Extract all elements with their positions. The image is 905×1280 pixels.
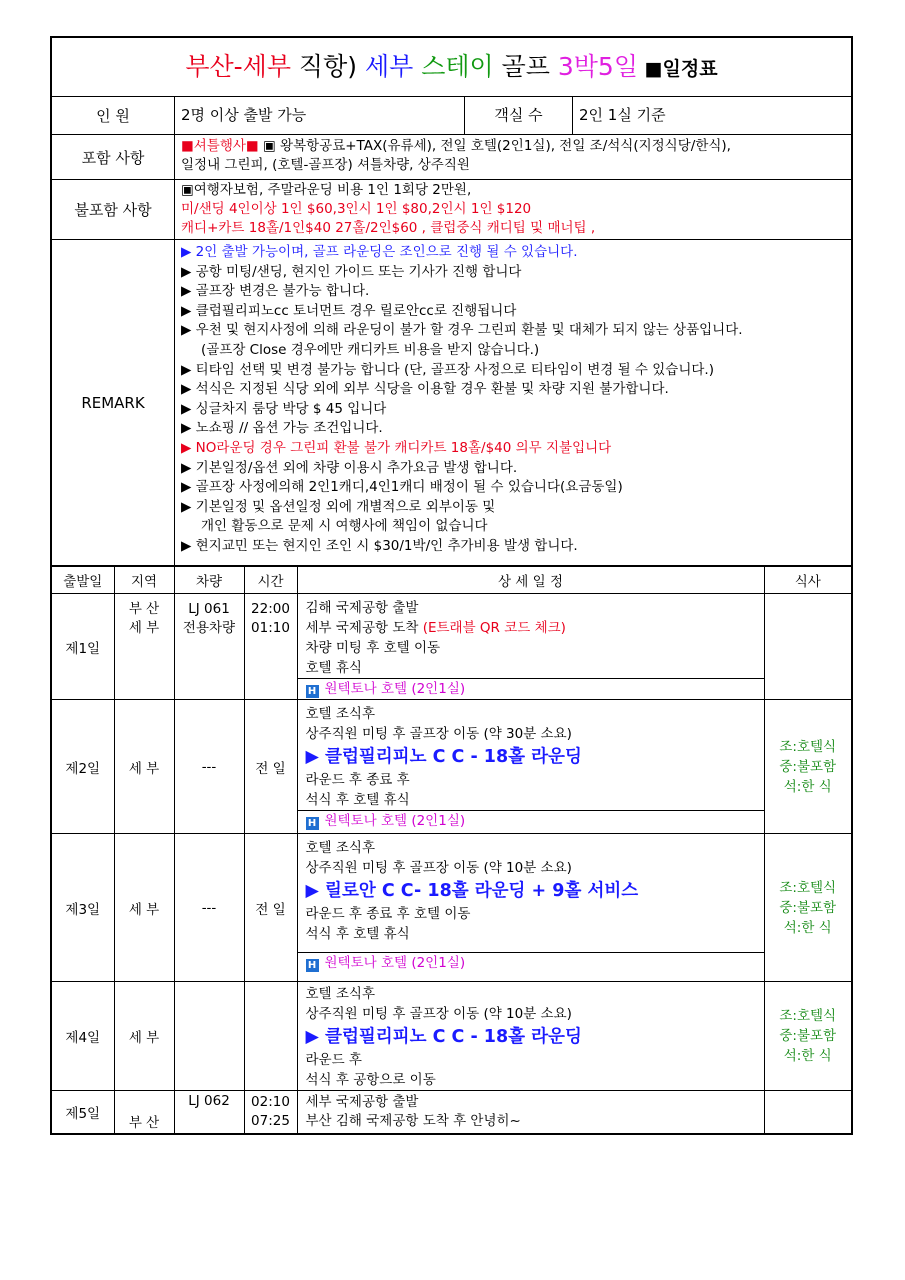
title-direct: 직항) — [290, 52, 365, 81]
remark-label: REMARK — [52, 240, 175, 565]
title-stay: 스테이 — [413, 52, 502, 81]
hotel-icon: H — [306, 685, 319, 698]
meal-lunch: 중:불포함 — [779, 1028, 837, 1044]
day-row-4 — [52, 982, 851, 1091]
day-label: 제3일 — [52, 834, 114, 982]
meal-lunch: 중:불포함 — [779, 758, 837, 775]
flight-number: LJ 061 — [188, 601, 230, 617]
persons-label: 인 원 — [52, 97, 175, 134]
remark-item: ▶ 석식은 지정된 식당 외에 외부 식당을 이용할 경우 환불 및 차량 지원 불가합니다. — [181, 381, 669, 398]
day-vehicle: --- — [174, 834, 244, 982]
detail-line: 호텔 휴식 — [305, 660, 362, 676]
persons-value: 2명 이상 출발 가능 — [175, 97, 465, 134]
hotel-name: 원텍토나 호텔 (2인1실) — [324, 681, 466, 697]
day-meal — [764, 982, 851, 1091]
detail-line: 라운드 후 종료 후 호텔 이동 — [305, 906, 471, 922]
detail-line: 라운드 후 종료 후 — [305, 772, 410, 788]
vehicle-type: 전용차량 — [182, 620, 236, 636]
remark-item: ▶ 현지교민 또는 현지인 조인 시 $30/1박/인 추가비용 발생 합니다. — [181, 537, 578, 554]
page-title — [52, 38, 851, 97]
day-time: 전 일 — [244, 700, 297, 834]
detail-line: 세부 국제공항 출발 — [305, 1093, 419, 1110]
day-meal — [764, 594, 851, 700]
day-vehicle: --- — [174, 700, 244, 834]
day-time — [244, 594, 297, 700]
included-row — [52, 135, 851, 180]
included-line1: ▣ 왕복항공료+TAX(유류세), 전일 호텔(2인1실), 전일 조/석식(지정식당/한식), — [258, 138, 731, 154]
hotel-line — [298, 952, 764, 973]
remark-row — [52, 240, 851, 566]
day-meal — [764, 1091, 851, 1133]
day-region: 세 부 — [114, 834, 174, 982]
region-destination: 세 부 — [128, 620, 160, 636]
arrival-text: 세부 국제공항 도착 — [305, 620, 423, 636]
excluded-row — [52, 180, 851, 240]
included-content — [175, 135, 851, 179]
meal-lunch: 중:불포함 — [779, 899, 837, 916]
excluded-content — [175, 180, 851, 239]
excluded-line3: 캐디+카트 18홀/1인$40 27홀/2인$60 , 클럽중식 캐디팁 및 매너팁 , — [181, 220, 596, 236]
meal-breakfast: 조:호텔식 — [779, 738, 837, 755]
remark-list — [175, 240, 851, 565]
header-region: 지역 — [114, 567, 174, 594]
detail-line: 석식 후 호텔 휴식 — [305, 792, 410, 808]
excluded-line2: 미/샌딩 4인이상 1인 $60,3인시 1인 $80,2인시 1인 $120 — [181, 201, 532, 217]
detail-line: 석식 후 공항으로 이동 — [305, 1072, 436, 1088]
header-vehicle: 차량 — [174, 567, 244, 594]
detail-line: 석식 후 호텔 휴식 — [305, 926, 410, 942]
detail-line: 라운드 후 — [305, 1052, 362, 1068]
day-detail — [297, 594, 764, 700]
day-row-1 — [52, 594, 851, 700]
detail-line: 호텔 조식후 — [305, 706, 375, 722]
meal-breakfast: 조:호텔식 — [779, 1008, 837, 1024]
detail-line: 차량 미팅 후 호텔 이동 — [305, 640, 441, 656]
detail-line: 호텔 조식후 — [305, 840, 375, 856]
detail-line: 호텔 조식후 — [305, 986, 375, 1002]
remark-item: ▶ 노쇼핑 // 옵션 가능 조건입니다. — [181, 420, 383, 437]
header-time: 시간 — [244, 567, 297, 594]
day-region: 세 부 — [114, 700, 174, 834]
day-detail — [297, 1091, 764, 1133]
region-origin: 부 산 — [128, 601, 160, 617]
depart-time: 22:00 — [251, 601, 290, 617]
schedule-header — [52, 567, 851, 594]
golf-round-highlight: ▶ 릴로안 C C- 18홀 라운딩 + 9홀 서비스 — [305, 881, 639, 901]
day-label: 제1일 — [52, 594, 114, 700]
arrive-time: 07:25 — [251, 1112, 290, 1129]
room-label: 객실 수 — [465, 97, 573, 134]
hotel-line — [298, 810, 764, 831]
day-detail — [297, 834, 764, 982]
remark-item: ▶ 싱글차지 룸당 박당 $ 45 입니다 — [181, 400, 387, 417]
depart-time: 02:10 — [251, 1093, 290, 1110]
room-value: 2인 1실 기준 — [579, 106, 666, 124]
day-region: 세 부 — [114, 982, 174, 1091]
meal-dinner: 석:한 식 — [783, 1048, 832, 1064]
hotel-icon: H — [306, 817, 319, 830]
day-time — [244, 982, 297, 1091]
detail-line: 김해 국제공항 출발 — [305, 600, 419, 616]
day-row-2 — [52, 700, 851, 834]
day-meal — [764, 834, 851, 982]
header-date: 출발일 — [52, 567, 114, 594]
detail-line: 상주직원 미팅 후 골프장 이동 (약 10분 소요) — [305, 1006, 572, 1022]
detail-line: 상주직원 미팅 후 골프장 이동 (약 10분 소요) — [305, 860, 572, 876]
day-vehicle — [174, 982, 244, 1091]
remark-item: ▶ 골프장 사정에의해 2인1캐디,4인1캐디 배정이 될 수 있습니다(요금동일) — [181, 479, 623, 496]
remark-item: ▶ 공항 미팅/샌딩, 현지인 가이드 또는 기사가 진행 합니다 — [181, 263, 522, 280]
arrive-time: 01:10 — [251, 620, 290, 636]
title-schedule: ■일정표 — [637, 58, 718, 80]
day-label: 제2일 — [52, 700, 114, 834]
excluded-line1: ▣여행자보험, 주말라운딩 비용 1인 1회당 2만원, — [181, 182, 472, 198]
detail-line — [298, 618, 764, 638]
title-cebu: 세부 — [364, 52, 414, 81]
remark-item: ▶ 기본일정 및 옵션일정 외에 개별적으로 외부이동 및 — [181, 498, 496, 515]
remark-item: 개인 활동으로 문제 시 여행사에 책임이 없습니다 — [201, 518, 488, 535]
remark-item: ▶ 티타임 선택 및 변경 불가능 합니다 (단, 골프장 사정으로 티타임이 변경 될 수 있습니다.) — [181, 361, 714, 378]
day-region — [114, 594, 174, 700]
day-vehicle: LJ 062 — [174, 1091, 244, 1133]
golf-round-highlight: ▶ 클럽필리피노 C C - 18홀 라운딩 — [305, 747, 582, 767]
excluded-label: 불포함 사항 — [52, 180, 175, 239]
title-duration: 3박5일 — [557, 52, 638, 81]
day-detail — [297, 700, 764, 834]
remark-item: ▶ 골프장 변경은 불가능 합니다. — [181, 283, 370, 300]
remark-item: ▶ 우천 및 현지사정에 의해 라운딩이 불가 할 경우 그린피 환불 및 대체가 되지 않는 상품입니다. — [181, 322, 743, 339]
detail-line: 부산 김해 국제공항 도착 후 안녕히~ — [305, 1112, 521, 1129]
day-region: 부 산 — [114, 1091, 174, 1133]
day-time: 전 일 — [244, 834, 297, 982]
meal-dinner: 석:한 식 — [783, 919, 832, 936]
remark-item: ▶ 2인 출발 가능이며, 골프 라운딩은 조인으로 진행 될 수 있습니다. — [181, 244, 578, 260]
day-detail — [297, 982, 764, 1091]
title-golf: 골프 — [501, 52, 558, 81]
persons-row — [52, 97, 851, 135]
remark-item: (골프장 Close 경우에만 캐디카트 비용을 받지 않습니다.) — [201, 341, 540, 358]
golf-round-highlight: ▶ 클럽필리피노 C C - 18홀 라운딩 — [305, 1027, 582, 1047]
included-line2: 일정내 그린피, (호텔-골프장) 셔틀차량, 상주직원 — [181, 157, 470, 173]
itinerary-sheet — [50, 36, 853, 1135]
remark-item: ▶ NO라운딩 경우 그린피 환불 불가 캐디카트 18홀/$40 의무 지불입니다 — [181, 439, 612, 456]
schedule-table — [52, 566, 851, 1133]
meal-breakfast: 조:호텔식 — [779, 879, 837, 896]
title-route: 부산-세부 — [185, 52, 291, 81]
included-label: 포함 사항 — [52, 135, 175, 179]
header-meal: 식사 — [764, 567, 851, 594]
hotel-line — [298, 678, 764, 699]
remark-item: ▶ 기본일정/옵션 외에 차량 이용시 추가요금 발생 합니다. — [181, 459, 518, 476]
hotel-name: 원텍토나 호텔 (2인1실) — [324, 955, 466, 971]
detail-line: 상주직원 미팅 후 골프장 이동 (약 30분 소요) — [305, 726, 572, 742]
hotel-icon: H — [306, 959, 319, 972]
hotel-name: 원텍토나 호텔 (2인1실) — [324, 813, 466, 829]
day-time — [244, 1091, 297, 1133]
day-meal — [764, 700, 851, 834]
qr-check-note: (E트래블 QR 코드 체크) — [422, 620, 566, 636]
day-row-3 — [52, 834, 851, 982]
day-vehicle — [174, 594, 244, 700]
header-detail: 상 세 일 정 — [297, 567, 764, 594]
day-row-5 — [52, 1091, 851, 1133]
day-label: 제4일 — [52, 982, 114, 1091]
meal-dinner: 석:한 식 — [783, 778, 832, 795]
shuttle-badge: ■셔틀행사■ — [181, 138, 259, 154]
day-label: 제5일 — [52, 1091, 114, 1133]
remark-item: ▶ 클럽필리피노cc 토너먼트 경우 릴로안cc로 진행됩니다 — [181, 302, 517, 319]
